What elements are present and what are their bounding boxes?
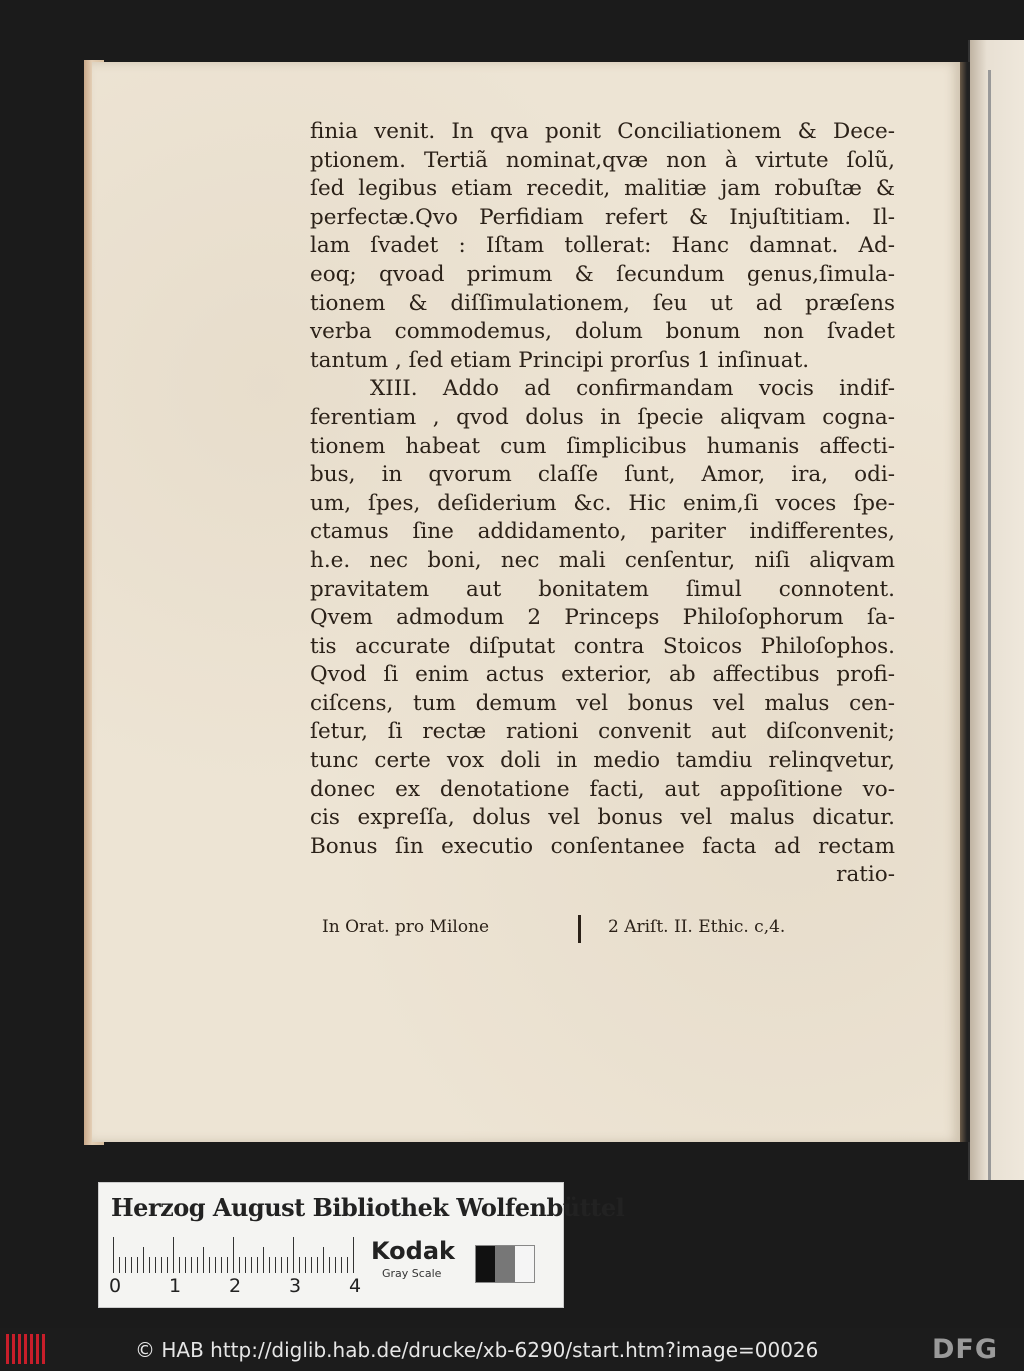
text-line: ciſcens, tum demum vel bonus vel malus cen- — [310, 690, 895, 716]
text-line: bus, in qvorum claſſe ſunt, Amor, ira, odi- — [310, 462, 895, 488]
text-line: ctamus ſine addidamento, pariter indifferentes, — [310, 519, 895, 545]
ruler-tick — [269, 1257, 270, 1273]
copyright-link[interactable]: © HAB http://diglib.hab.de/drucke/xb-6290/start.htm?image=00026 — [135, 1338, 819, 1362]
ruler-tick — [137, 1257, 138, 1273]
ruler-labels — [109, 1275, 369, 1301]
ruler-tick — [155, 1257, 156, 1273]
ruler-tick — [131, 1257, 132, 1273]
ruler-tick — [203, 1247, 204, 1273]
catchword: ratio- — [836, 862, 895, 888]
text-line: tis accurate diſputat contra Stoicos Philoſophos. — [310, 633, 895, 659]
ruler-tick — [233, 1237, 234, 1273]
ruler-tick — [221, 1257, 222, 1273]
library-name: Herzog August Bibliothek Wolfenbüttel — [111, 1193, 625, 1222]
ruler-tick — [287, 1257, 288, 1273]
text-line: Bonus ſin executio conſentanee facta ad rectam — [310, 833, 895, 859]
text-line: XIII. Addo ad confirmandam vocis indif- — [370, 376, 895, 402]
ruler-tick — [275, 1257, 276, 1273]
ruler-tick — [227, 1257, 228, 1273]
gray-patch — [515, 1246, 534, 1282]
ruler-label: 3 — [289, 1275, 302, 1297]
ruler-tick — [281, 1257, 282, 1273]
text-line: h.e. nec boni, nec mali cenſentur, niſi aliqvam — [310, 547, 895, 573]
ruler-tick — [347, 1257, 348, 1273]
ruler-tick — [185, 1257, 186, 1273]
text-line: ferentiam , qvod dolus in ſpecie aliqvam cogna- — [310, 404, 895, 430]
ruler-tick — [119, 1257, 120, 1273]
ruler-label: 4 — [349, 1275, 362, 1297]
ruler-tick — [323, 1247, 324, 1273]
ruler-tick — [257, 1257, 258, 1273]
ruler-tick — [311, 1257, 312, 1273]
ruler-tick — [143, 1247, 144, 1273]
text-line: cis expreſſa, dolus vel bonus vel malus dicatur. — [310, 805, 895, 831]
ruler-tick — [335, 1257, 336, 1273]
ruler-tick — [149, 1257, 150, 1273]
ruler-tick — [299, 1257, 300, 1273]
ruler-label: 0 — [109, 1275, 122, 1297]
ruler-tick — [167, 1257, 168, 1273]
scale-target-card — [98, 1182, 625, 1308]
ruler-tick — [263, 1247, 264, 1273]
ruler-tick — [317, 1257, 318, 1273]
footnote-left: In Orat. pro Milone — [322, 917, 490, 937]
ruler-tick — [173, 1237, 174, 1273]
text-line: tantum , ſed etiam Principi prorſus 1 inſinuat. — [310, 347, 810, 373]
text-line: perfectæ.Qvo Perfidiam refert & Injuſtitiam. Il- — [310, 204, 895, 230]
text-line: um, ſpes, deſiderium &c. Hic enim,ſi voces ſpe- — [310, 490, 895, 516]
text-line: tunc certe vox doli in medio tamdiu relinqvetur, — [310, 748, 895, 774]
footnote-separator — [578, 915, 581, 943]
ruler-tick — [245, 1257, 246, 1273]
gray-patch — [476, 1246, 495, 1282]
text-line: finia venit. In qva ponit Conciliationem & Dece- — [310, 119, 895, 144]
ruler-label: 2 — [229, 1275, 242, 1297]
ruler-tick — [353, 1237, 354, 1273]
gray-patches — [475, 1245, 535, 1283]
page-text — [310, 118, 895, 890]
ruler — [113, 1237, 365, 1273]
gray-patch — [495, 1246, 514, 1282]
ruler-tick — [293, 1237, 294, 1273]
text-line: ſetur, ſi rectæ rationi convenit aut diſconvenit; — [310, 719, 895, 745]
text-line: tionem habeat cum ſimplicibus humanis affecti- — [310, 433, 895, 459]
text-line: ſed legibus etiam recedit, malitiæ jam robuſtæ & — [310, 176, 895, 202]
ruler-tick — [179, 1257, 180, 1273]
ruler-tick — [305, 1257, 306, 1273]
ruler-tick — [251, 1257, 252, 1273]
text-line: Qvod ſi enim actus exterior, ab affectibus profi- — [310, 662, 895, 688]
text-line: pravitatem aut bonitatem ſimul connotent. — [310, 576, 895, 602]
text-line: eoq; qvoad primum & ſecundum genus,ſimula- — [310, 261, 895, 287]
ruler-tick — [341, 1257, 342, 1273]
ruler-tick — [161, 1257, 162, 1273]
ruler-label: 1 — [169, 1275, 182, 1297]
ruler-tick — [125, 1257, 126, 1273]
ruler-tick — [239, 1257, 240, 1273]
gray-scale-label: Gray Scale — [382, 1267, 442, 1280]
footer-bar — [0, 1328, 1024, 1371]
ruler-tick — [209, 1257, 210, 1273]
ruler-tick — [113, 1237, 114, 1273]
ruler-tick — [215, 1257, 216, 1273]
text-line: donec ex denotatione facti, aut appoſitione vo- — [310, 776, 895, 802]
footnote-right: 2 Ariſt. II. Ethic. c,4. — [608, 917, 786, 937]
text-line: verba commodemus, dolum bonum non ſvadet — [310, 319, 895, 345]
book-gutter — [960, 62, 970, 1142]
ruler-tick — [197, 1257, 198, 1273]
text-line: lam ſvadet : Iſtam tollerat: Hanc damnat. Ad- — [310, 233, 895, 259]
text-line: tionem & diſſimulationem, ſeu ut ad præſens — [310, 290, 895, 316]
text-line: ptionem. Tertiã nominat,qvæ non à virtute ſolũ, — [310, 147, 895, 173]
footnotes — [322, 915, 842, 945]
ruler-tick — [191, 1257, 192, 1273]
dfg-logo: DFG — [932, 1334, 999, 1365]
text-line: Qvem admodum 2 Princeps Philoſophorum ſa- — [310, 605, 895, 631]
facing-page-edge — [968, 40, 1024, 1180]
ruler-tick — [329, 1257, 330, 1273]
kodak-logo: Kodak — [371, 1237, 455, 1265]
hab-logo-icon — [6, 1334, 46, 1364]
